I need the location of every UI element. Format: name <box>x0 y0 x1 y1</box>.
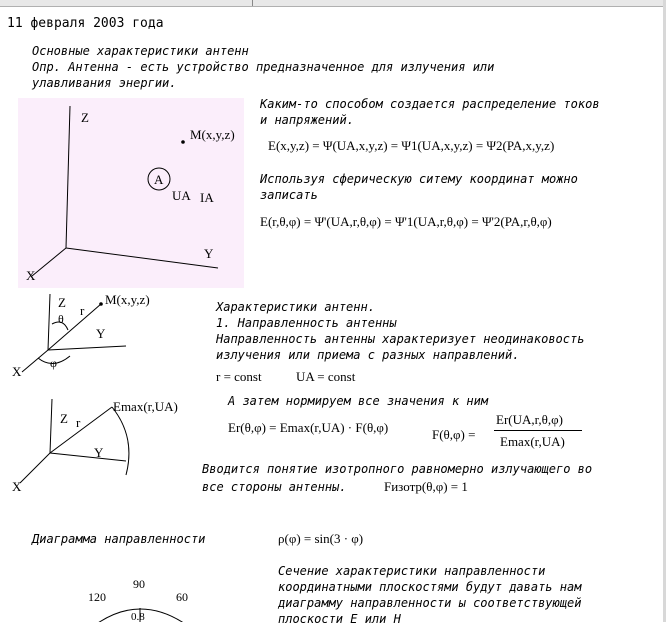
char-title: Характеристики антенн. <box>216 300 375 314</box>
formula-rho: ρ(φ) = sin(3 · φ) <box>278 531 364 546</box>
text1-line-2: и напряжений. <box>260 113 354 127</box>
iso-line-2: все стороны антенны. <box>202 480 347 494</box>
fig2-y-label: Y <box>96 326 106 341</box>
polar-diagram <box>70 572 220 622</box>
fig1-y-label: Y <box>204 246 214 261</box>
fig3-y-label: Y <box>94 445 104 460</box>
section-line-4: плоскости E или H <box>278 612 401 626</box>
formula-e-spherical: E(r,θ,φ) = Ψ'(UA,r,θ,φ) = Ψ'1(UA,r,θ,φ) = Ψ'2(PA,r,θ,φ) <box>260 214 552 229</box>
iso-line-1: Вводится понятие изотропного равномерно излучающего во <box>202 462 593 476</box>
definition-line-1: Опр. Антенна - есть устройство предназначенное для излучения или <box>32 60 495 74</box>
antenna-coordinate-svg <box>18 98 244 288</box>
fig2-phi-label: φ <box>50 356 57 370</box>
polar-diagram-svg <box>70 572 220 622</box>
fig1-ia-label: IA <box>200 190 214 205</box>
fig3-emax-label: Emax(r,UA) <box>113 399 178 414</box>
char-item-1: 1. Направленность антенны <box>216 316 397 330</box>
fig1-circle-label: A <box>154 172 164 187</box>
fig2-point-label: M(x,y,z) <box>105 292 150 307</box>
spherical-coordinate-svg <box>8 290 183 385</box>
section-line-3: диаграмму направленности ы соответствующей <box>278 596 582 610</box>
section-line-2: координатными плоскостями будут давать нам <box>278 580 582 594</box>
polar-tick-60: 60 <box>176 590 188 604</box>
char-line-1: Направленность антенны характеризует неодинаковость <box>216 332 585 346</box>
section-heading: Основные характеристики антенн <box>32 44 249 58</box>
polar-tick-08: 0.8 <box>131 611 145 622</box>
text1-line-1: Каким-то способом создается распределение токов <box>260 97 600 111</box>
fig3-x-label: X <box>12 479 22 494</box>
formula-f-lhs: F(θ,φ) = <box>432 427 476 442</box>
polar-tick-90: 90 <box>133 577 145 591</box>
text2-line-1: Используя сферическую ситему координат можно <box>260 172 578 186</box>
emax-figure <box>8 395 198 495</box>
fig1-x-label: X <box>26 268 36 283</box>
fig2-r-label: r <box>80 303 85 318</box>
definition-line-2: улавливания энергии. <box>32 76 177 90</box>
text2-line-2: записать <box>260 188 318 202</box>
formula-f-numerator: Er(UA,r,θ,φ) <box>496 412 563 427</box>
formula-e-cartesian: E(x,y,z) = Ψ(UA,x,y,z) = Ψ1(UA,x,y,z) = Ψ2(PA,x,y,z) <box>268 138 555 153</box>
formula-f-isotropic: Fизотр(θ,φ) = 1 <box>384 479 468 494</box>
normalize-text: А затем нормируем все значения к ним <box>228 394 489 408</box>
diagram-label: Диаграмма направленности <box>32 532 206 546</box>
formula-f-denominator: Emax(r,UA) <box>500 434 565 449</box>
fig2-theta-label: θ <box>58 312 64 326</box>
emax-svg <box>8 395 198 495</box>
const-ua: UA = const <box>296 369 356 384</box>
polar-tick-120: 120 <box>88 590 106 604</box>
fig1-point-label: M(x,y,z) <box>190 127 235 142</box>
const-r: r = const <box>216 369 262 384</box>
char-line-2: излучения или приема с разных направлений. <box>216 348 520 362</box>
fig3-z-label: Z <box>60 411 68 426</box>
antenna-coordinate-figure <box>18 98 244 288</box>
formula-er: Er(θ,φ) = Emax(r,UA) · F(θ,φ) <box>228 420 389 435</box>
fig2-x-label: X <box>12 364 22 379</box>
section-line-1: Сечение характеристики направленности <box>278 564 546 578</box>
spherical-coordinate-figure <box>8 290 183 385</box>
document-date: 11 февраля 2003 года <box>7 16 164 31</box>
fig3-r-label: r <box>76 415 81 430</box>
fig1-ua-label: UA <box>172 188 191 203</box>
fig1-z-label: Z <box>81 110 89 125</box>
fig2-z-label: Z <box>58 295 66 310</box>
window-top-border <box>0 0 666 7</box>
fraction-bar <box>494 430 582 431</box>
